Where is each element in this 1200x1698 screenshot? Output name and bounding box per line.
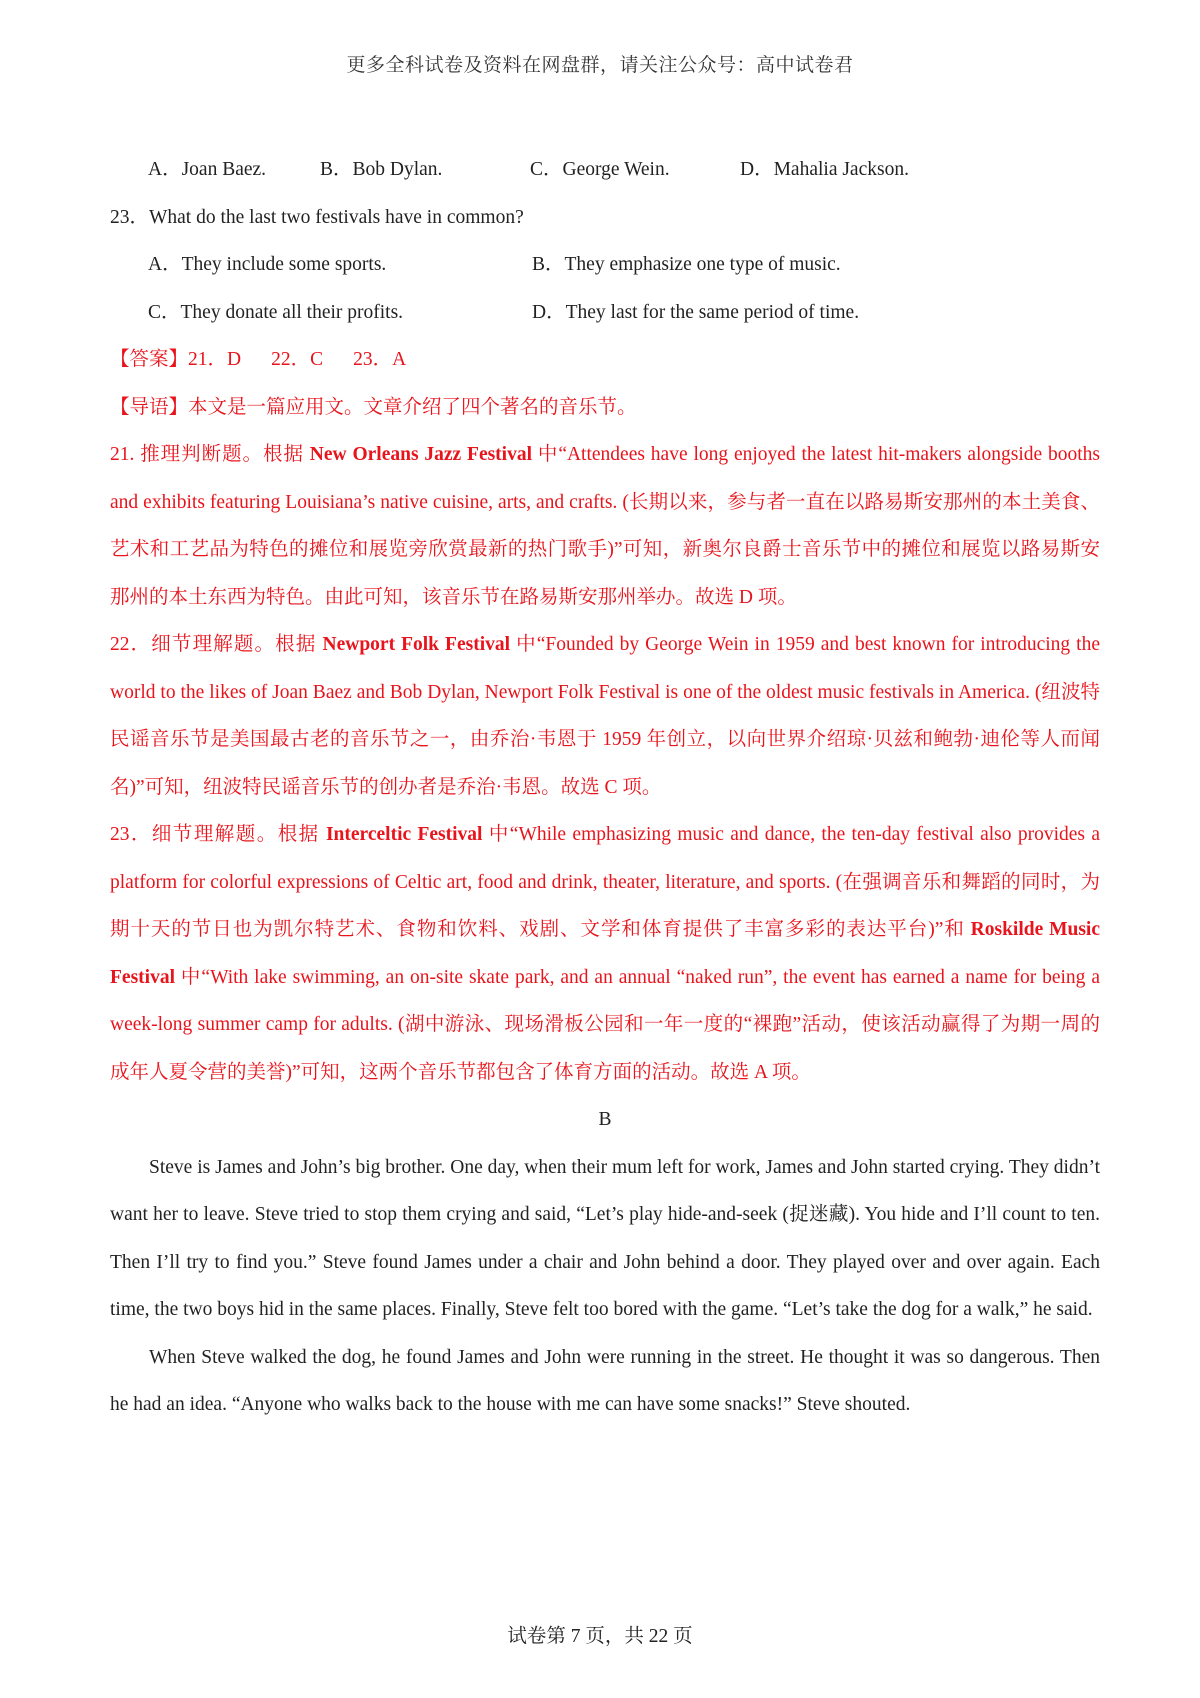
q22-option-a: A．Joan Baez. (148, 159, 267, 180)
page-header: 更多全科试卷及资料在网盘群，请关注公众号：高中试卷君 (346, 55, 854, 76)
q22-option-c: C．George Wein. (530, 159, 670, 180)
q23-options-row-1 (110, 241, 1100, 289)
answer-item: 21．D (188, 349, 242, 370)
exp22-festival-name: Newport Folk Festival (322, 634, 511, 655)
answer-item: 22．C (271, 349, 324, 370)
answer-label: 【答案】 (110, 349, 189, 370)
q23-options-row-2 (110, 289, 1100, 337)
q22-option-b: B．Bob Dylan. (320, 159, 443, 180)
q23-stem: 23．What do the last two festivals have in common? (110, 206, 524, 228)
q23-option-b: B．They emphasize one type of music. (532, 254, 841, 275)
answer-line (110, 336, 1100, 384)
exp23-festival-name-2: Roskilde Music Festival (110, 919, 1101, 988)
exp23-festival-name-1: Interceltic Festival (325, 824, 483, 845)
explanation-21 (110, 431, 1100, 621)
exp23-prefix: 23．细节理解题。根据 (110, 824, 326, 845)
explanation-22 (110, 621, 1100, 811)
q23-option-d: D．They last for the same period of time. (532, 301, 860, 323)
page-content (110, 146, 1100, 1429)
intro-label: 【导语】 (110, 396, 189, 418)
exp21-text: 中“Attendees have long enjoyed the latest hit-makers alongside booths and exhibits featuring Louisiana’s native cuisine, arts, and crafts. (长期以来，参与者一直在以路易斯安那州的本土美食、艺术和工艺品为特色的摊位和展览旁欣赏最新的热门歌手)”可知，新奥尔良爵士音乐节中的摊位和展览以路易斯安那州的本土东西为特色。由此可知，该音乐节在路易斯安那州举办。故选 D 项。 (110, 444, 1100, 608)
intro-text: 本文是一篇应用文。文章介绍了四个著名的音乐节。 (188, 396, 637, 418)
exp22-text: 中“Founded by George Wein in 1959 and best known for introducing the world to the likes of Joan Baez and Bob Dylan, Newport Folk Festival is one of the oldest music festivals in America. (纽波特民谣音乐节是美国最古老的音乐节之一，由乔治·韦恩于 1959 年创立，以向世界介绍琼·贝兹和鲍勃·迪伦等人而闻名)”可知，纽波特民谣音乐节的创办者是乔治·韦恩。故选 C 项。 (110, 634, 1100, 798)
q22-option-d: D．Mahalia Jackson. (740, 159, 909, 180)
q23-option-c: C．They donate all their profits. (148, 301, 404, 323)
exp21-festival-name: New Orleans Jazz Festival (309, 444, 533, 465)
intro-line (110, 384, 1100, 432)
passage-paragraph: When Steve walked the dog, he found James and John were running in the street. He thought it was so dangerous. Then he had an idea. “Anyone who walks back to the house with me can have some snacks!” Steve shouted. (110, 1346, 1100, 1415)
answer-item: 23．A (353, 349, 407, 370)
exp23-text-2: 中“With lake swimming, an on-site skate park, and an annual “naked run”, the event has earned a name for being a week-long summer camp for adults. (湖中游泳、现场滑板公园和一年一度的“裸跑”活动，使该活动赢得了为期一周的成年人夏令营的美誉)”可知，这两个音乐节都包含了体育方面的活动。故选 A 项。 (110, 966, 1100, 1083)
q22-options (110, 146, 1100, 194)
passage-paragraph: Steve is James and John’s big brother. One day, when their mum left for work, James and John started crying. They didn’t want her to leave. Steve tried to stop them crying and said, “Let’s play hide-and-seek (捉迷藏). You hide and I’ll count to ten. Then I’ll try to find you.” Steve found James under a chair and John behind a door. They played over and over again. Each time, the two boys hid in the same places. Finally, Steve felt too bored with the game. “Let’s take the dog for a walk,” he said. (110, 1156, 1100, 1320)
page-footer: 试卷第 7 页，共 22 页 (507, 1626, 693, 1647)
exp22-prefix: 22．细节理解题。根据 (110, 634, 323, 655)
exp23-text-1: 中“While emphasizing music and dance, the ten-day festival also provides a platform for colorful expressions of Celtic art, food and drink, theater, literature, and sports. (在强调音乐和舞蹈的同时，为期十天的节日也为凯尔特艺术、食物和饮料、戏剧、文学和体育提供了丰富多彩的表达平台)”和 (110, 824, 1100, 940)
q23-option-a: A．They include some sports. (148, 254, 387, 275)
exp21-prefix: 21. 推理判断题。根据 (110, 444, 310, 465)
explanation-23 (110, 811, 1100, 1096)
section-heading: B (598, 1109, 612, 1130)
